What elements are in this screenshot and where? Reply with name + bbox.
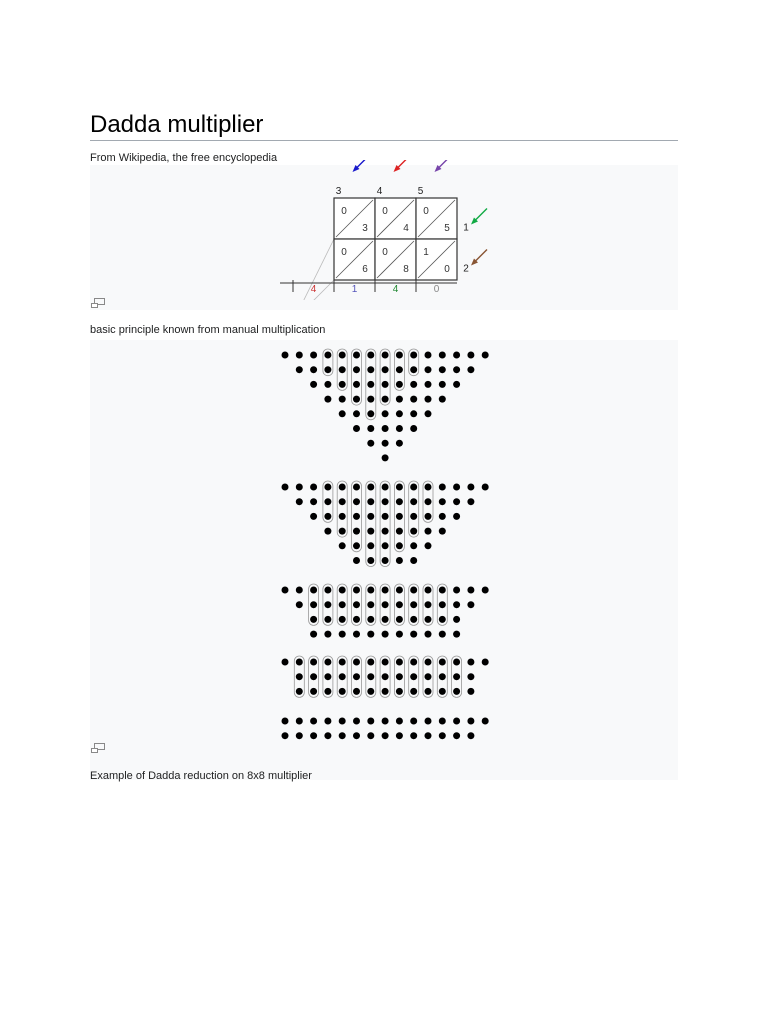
partial-product-dot: [425, 498, 432, 505]
partial-product-dot: [282, 732, 289, 739]
partial-product-dot: [353, 396, 360, 403]
partial-product-dot: [382, 542, 389, 549]
partial-product-dot: [396, 440, 403, 447]
partial-product-dot: [396, 688, 403, 695]
partial-product-dot: [425, 718, 432, 725]
partial-product-dot: [439, 631, 446, 638]
partial-product-dot: [353, 616, 360, 623]
partial-product-dot: [353, 688, 360, 695]
partial-product-dot: [482, 484, 489, 491]
partial-product-dot: [382, 352, 389, 359]
partial-product-dot: [467, 688, 474, 695]
partial-product-dot: [467, 659, 474, 666]
partial-product-dot: [439, 528, 446, 535]
partial-product-dot: [410, 688, 417, 695]
partial-product-dot: [396, 513, 403, 520]
partial-product-dot: [296, 587, 303, 594]
partial-product-dot: [367, 381, 374, 388]
partial-product-dot: [324, 528, 331, 535]
partial-product-dot: [367, 631, 374, 638]
partial-product-dot: [425, 601, 432, 608]
title-divider: [90, 140, 678, 141]
partial-product-dot: [382, 425, 389, 432]
partial-product-dot: [296, 659, 303, 666]
partial-product-dot: [310, 513, 317, 520]
partial-product-dot: [353, 381, 360, 388]
lattice-tens-digit: 0: [423, 206, 429, 217]
partial-product-dot: [324, 601, 331, 608]
partial-product-dot: [396, 631, 403, 638]
partial-product-dot: [339, 659, 346, 666]
partial-product-dot: [382, 513, 389, 520]
lattice-side-digit: 2: [463, 263, 469, 275]
partial-product-dot: [367, 352, 374, 359]
partial-product-dot: [425, 381, 432, 388]
partial-product-dot: [425, 659, 432, 666]
partial-product-dot: [439, 732, 446, 739]
partial-product-dot: [310, 587, 317, 594]
partial-product-dot: [467, 732, 474, 739]
lattice-result-digit: 1: [351, 284, 358, 295]
partial-product-dot: [324, 587, 331, 594]
dadda-reduction-diagram[interactable]: [270, 345, 500, 745]
partial-product-dot: [482, 352, 489, 359]
reduction-group-outline: [380, 481, 390, 567]
partial-product-dot: [382, 410, 389, 417]
lattice-units-digit: 0: [444, 264, 450, 275]
partial-product-dot: [396, 557, 403, 564]
partial-product-dot: [425, 352, 432, 359]
partial-product-dot: [382, 366, 389, 373]
lattice-tens-digit: 0: [382, 247, 388, 258]
partial-product-dot: [339, 396, 346, 403]
lattice-top-digit: 4: [376, 186, 383, 197]
lattice-units-digit: 3: [362, 223, 368, 234]
partial-product-dot: [296, 498, 303, 505]
partial-product-dot: [353, 484, 360, 491]
partial-product-dot: [467, 366, 474, 373]
partial-product-dot: [396, 718, 403, 725]
reduction-stage: [282, 718, 489, 740]
partial-product-dot: [339, 528, 346, 535]
partial-product-dot: [296, 718, 303, 725]
partial-product-dot: [367, 659, 374, 666]
partial-product-dot: [396, 659, 403, 666]
partial-product-dot: [482, 587, 489, 594]
partial-product-dot: [367, 587, 374, 594]
partial-product-dot: [367, 718, 374, 725]
partial-product-dot: [382, 659, 389, 666]
partial-product-dot: [324, 673, 331, 680]
partial-product-dot: [425, 513, 432, 520]
partial-product-dot: [339, 631, 346, 638]
partial-product-dot: [453, 352, 460, 359]
partial-product-dot: [382, 732, 389, 739]
partial-product-dot: [339, 601, 346, 608]
partial-product-dot: [396, 587, 403, 594]
partial-product-dot: [339, 352, 346, 359]
partial-product-dot: [410, 513, 417, 520]
partial-product-dot: [367, 557, 374, 564]
partial-product-dot: [382, 396, 389, 403]
reduction-stage: [282, 584, 489, 638]
partial-product-dot: [310, 732, 317, 739]
partial-product-dot: [367, 616, 374, 623]
partial-product-dot: [339, 688, 346, 695]
partial-product-dot: [396, 673, 403, 680]
reduction-group-outline: [366, 481, 376, 567]
partial-product-dot: [324, 659, 331, 666]
partial-product-dot: [382, 673, 389, 680]
partial-product-dot: [310, 688, 317, 695]
partial-product-dot: [453, 587, 460, 594]
partial-product-dot: [396, 484, 403, 491]
partial-product-dot: [310, 352, 317, 359]
partial-product-dot: [310, 484, 317, 491]
partial-product-dot: [410, 587, 417, 594]
page-title: Dadda multiplier: [90, 111, 264, 138]
lattice-result-digit: 0: [433, 284, 440, 295]
lattice-tens-digit: 1: [423, 247, 429, 258]
partial-product-dot: [353, 659, 360, 666]
partial-product-dot: [324, 352, 331, 359]
partial-product-dot: [453, 732, 460, 739]
partial-product-dot: [324, 688, 331, 695]
partial-product-dot: [282, 484, 289, 491]
partial-product-dot: [439, 688, 446, 695]
partial-product-dot: [453, 484, 460, 491]
partial-product-dot: [353, 732, 360, 739]
partial-product-dot: [410, 425, 417, 432]
partial-product-dot: [425, 732, 432, 739]
partial-product-dot: [296, 673, 303, 680]
partial-product-dot: [425, 688, 432, 695]
partial-product-dot: [382, 601, 389, 608]
partial-product-dot: [425, 631, 432, 638]
partial-product-dot: [453, 513, 460, 520]
partial-product-dot: [296, 601, 303, 608]
partial-product-dot: [339, 616, 346, 623]
lattice-tens-digit: 0: [341, 206, 347, 217]
partial-product-dot: [439, 498, 446, 505]
partial-product-dot: [410, 366, 417, 373]
reduction-stage: [282, 349, 489, 461]
partial-product-dot: [324, 484, 331, 491]
partial-product-dot: [296, 484, 303, 491]
partial-product-dot: [425, 673, 432, 680]
partial-product-dot: [410, 659, 417, 666]
partial-product-dot: [382, 631, 389, 638]
partial-product-dot: [367, 396, 374, 403]
partial-product-dot: [382, 440, 389, 447]
partial-product-dot: [396, 498, 403, 505]
partial-product-dot: [382, 616, 389, 623]
partial-product-dot: [410, 542, 417, 549]
lattice-top-digit: 5: [417, 186, 424, 197]
partial-product-dot: [425, 528, 432, 535]
partial-product-dot: [367, 410, 374, 417]
partial-product-dot: [367, 732, 374, 739]
partial-product-dot: [353, 498, 360, 505]
partial-product-dot: [410, 484, 417, 491]
partial-product-dot: [367, 513, 374, 520]
partial-product-dot: [439, 352, 446, 359]
partial-product-dot: [453, 673, 460, 680]
lattice-side-digit: 1: [463, 222, 469, 234]
partial-product-dot: [410, 601, 417, 608]
partial-product-dot: [453, 381, 460, 388]
partial-product-dot: [439, 587, 446, 594]
partial-product-dot: [324, 498, 331, 505]
partial-product-dot: [453, 498, 460, 505]
partial-product-dot: [296, 688, 303, 695]
partial-product-dot: [282, 718, 289, 725]
partial-product-dot: [482, 718, 489, 725]
partial-product-dot: [439, 484, 446, 491]
partial-product-dot: [439, 513, 446, 520]
figure-caption-lattice: basic principle known from manual multiplication: [90, 324, 326, 336]
partial-product-dot: [410, 732, 417, 739]
partial-product-dot: [367, 484, 374, 491]
partial-product-dot: [396, 366, 403, 373]
partial-product-dot: [310, 498, 317, 505]
partial-product-dot: [382, 587, 389, 594]
partial-product-dot: [439, 396, 446, 403]
partial-product-dot: [396, 616, 403, 623]
partial-product-dot: [324, 732, 331, 739]
partial-product-dot: [467, 498, 474, 505]
partial-product-dot: [396, 352, 403, 359]
partial-product-dot: [296, 732, 303, 739]
partial-product-dot: [353, 425, 360, 432]
partial-product-dot: [353, 718, 360, 725]
lattice-units-digit: 8: [403, 264, 409, 275]
partial-product-dot: [453, 616, 460, 623]
partial-product-dot: [396, 732, 403, 739]
partial-product-dot: [339, 498, 346, 505]
partial-product-dot: [382, 688, 389, 695]
partial-product-dot: [382, 484, 389, 491]
reduction-stage: [282, 481, 489, 567]
partial-product-dot: [367, 366, 374, 373]
partial-product-dot: [410, 410, 417, 417]
partial-product-dot: [467, 673, 474, 680]
partial-product-dot: [367, 440, 374, 447]
partial-product-dot: [425, 542, 432, 549]
partial-product-dot: [339, 587, 346, 594]
partial-product-dot: [425, 587, 432, 594]
partial-product-dot: [453, 631, 460, 638]
partial-product-dot: [367, 528, 374, 535]
partial-product-dot: [324, 381, 331, 388]
partial-product-dot: [310, 673, 317, 680]
partial-product-dot: [382, 557, 389, 564]
partial-product-dot: [353, 410, 360, 417]
partial-product-dot: [353, 601, 360, 608]
partial-product-dot: [439, 718, 446, 725]
partial-product-dot: [439, 381, 446, 388]
partial-product-dot: [467, 587, 474, 594]
partial-product-dot: [482, 659, 489, 666]
partial-product-dot: [453, 659, 460, 666]
partial-product-dot: [425, 410, 432, 417]
partial-product-dot: [324, 513, 331, 520]
partial-product-dot: [396, 542, 403, 549]
partial-product-dot: [439, 366, 446, 373]
partial-product-dot: [410, 381, 417, 388]
partial-product-dot: [324, 396, 331, 403]
partial-product-dot: [467, 484, 474, 491]
lattice-units-digit: 6: [362, 264, 368, 275]
partial-product-dot: [410, 631, 417, 638]
partial-product-dot: [296, 352, 303, 359]
partial-product-dot: [453, 718, 460, 725]
partial-product-dot: [367, 498, 374, 505]
partial-product-dot: [353, 366, 360, 373]
partial-product-dot: [410, 528, 417, 535]
partial-product-dot: [353, 631, 360, 638]
partial-product-dot: [410, 557, 417, 564]
partial-product-dot: [353, 352, 360, 359]
magnify-clip-icon[interactable]: [90, 297, 106, 309]
magnify-clip-icon[interactable]: [90, 742, 106, 754]
partial-product-dot: [396, 528, 403, 535]
partial-product-dot: [339, 513, 346, 520]
partial-product-dot: [367, 601, 374, 608]
partial-product-dot: [367, 688, 374, 695]
partial-product-dot: [410, 616, 417, 623]
partial-product-dot: [382, 454, 389, 461]
partial-product-dot: [425, 616, 432, 623]
partial-product-dot: [339, 410, 346, 417]
partial-product-dot: [396, 381, 403, 388]
lattice-units-digit: 5: [444, 223, 450, 234]
partial-product-dot: [439, 673, 446, 680]
partial-product-dot: [467, 352, 474, 359]
partial-product-dot: [310, 366, 317, 373]
partial-product-dot: [453, 688, 460, 695]
partial-product-dot: [339, 381, 346, 388]
partial-product-dot: [410, 673, 417, 680]
partial-product-dot: [439, 616, 446, 623]
partial-product-dot: [453, 601, 460, 608]
partial-product-dot: [282, 587, 289, 594]
partial-product-dot: [467, 601, 474, 608]
partial-product-dot: [353, 513, 360, 520]
lattice-result-digit: 4: [392, 284, 399, 295]
partial-product-dot: [339, 484, 346, 491]
partial-product-dot: [310, 601, 317, 608]
site-tagline: From Wikipedia, the free encyclopedia: [90, 152, 278, 164]
partial-product-dot: [282, 352, 289, 359]
partial-product-dot: [324, 631, 331, 638]
lattice-diagram[interactable]: [270, 160, 500, 300]
lattice-tens-digit: 0: [382, 206, 388, 217]
lattice-tens-digit: 0: [341, 247, 347, 258]
partial-product-dot: [410, 718, 417, 725]
partial-product-dot: [396, 601, 403, 608]
figure-caption-dadda: Example of Dadda reduction on 8x8 multiplier: [90, 770, 312, 782]
partial-product-dot: [339, 542, 346, 549]
partial-product-dot: [396, 410, 403, 417]
partial-product-dot: [324, 616, 331, 623]
partial-product-dot: [310, 659, 317, 666]
partial-product-dot: [353, 557, 360, 564]
partial-product-dot: [324, 718, 331, 725]
partial-product-dot: [382, 528, 389, 535]
partial-product-dot: [453, 366, 460, 373]
partial-product-dot: [310, 616, 317, 623]
partial-product-dot: [339, 732, 346, 739]
partial-product-dot: [410, 396, 417, 403]
partial-product-dot: [396, 396, 403, 403]
partial-product-dot: [353, 528, 360, 535]
partial-product-dot: [310, 631, 317, 638]
partial-product-dot: [382, 718, 389, 725]
lattice-units-digit: 4: [403, 223, 409, 234]
partial-product-dot: [396, 425, 403, 432]
partial-product-dot: [339, 718, 346, 725]
lattice-result-digit: 4: [310, 284, 317, 295]
partial-product-dot: [310, 381, 317, 388]
partial-product-dot: [367, 425, 374, 432]
partial-product-dot: [339, 673, 346, 680]
partial-product-dot: [410, 352, 417, 359]
partial-product-dot: [382, 381, 389, 388]
partial-product-dot: [410, 498, 417, 505]
partial-product-dot: [282, 659, 289, 666]
partial-product-dot: [425, 396, 432, 403]
partial-product-dot: [353, 542, 360, 549]
partial-product-dot: [367, 542, 374, 549]
partial-product-dot: [425, 484, 432, 491]
partial-product-dot: [439, 659, 446, 666]
partial-product-dot: [467, 718, 474, 725]
partial-product-dot: [310, 718, 317, 725]
partial-product-dot: [339, 366, 346, 373]
partial-product-dot: [353, 587, 360, 594]
partial-product-dot: [439, 601, 446, 608]
partial-product-dot: [425, 366, 432, 373]
lattice-top-digit: 3: [335, 186, 342, 197]
partial-product-dot: [382, 498, 389, 505]
reduction-stage: [282, 656, 489, 697]
partial-product-dot: [367, 673, 374, 680]
partial-product-dot: [324, 366, 331, 373]
partial-product-dot: [353, 673, 360, 680]
partial-product-dot: [296, 366, 303, 373]
